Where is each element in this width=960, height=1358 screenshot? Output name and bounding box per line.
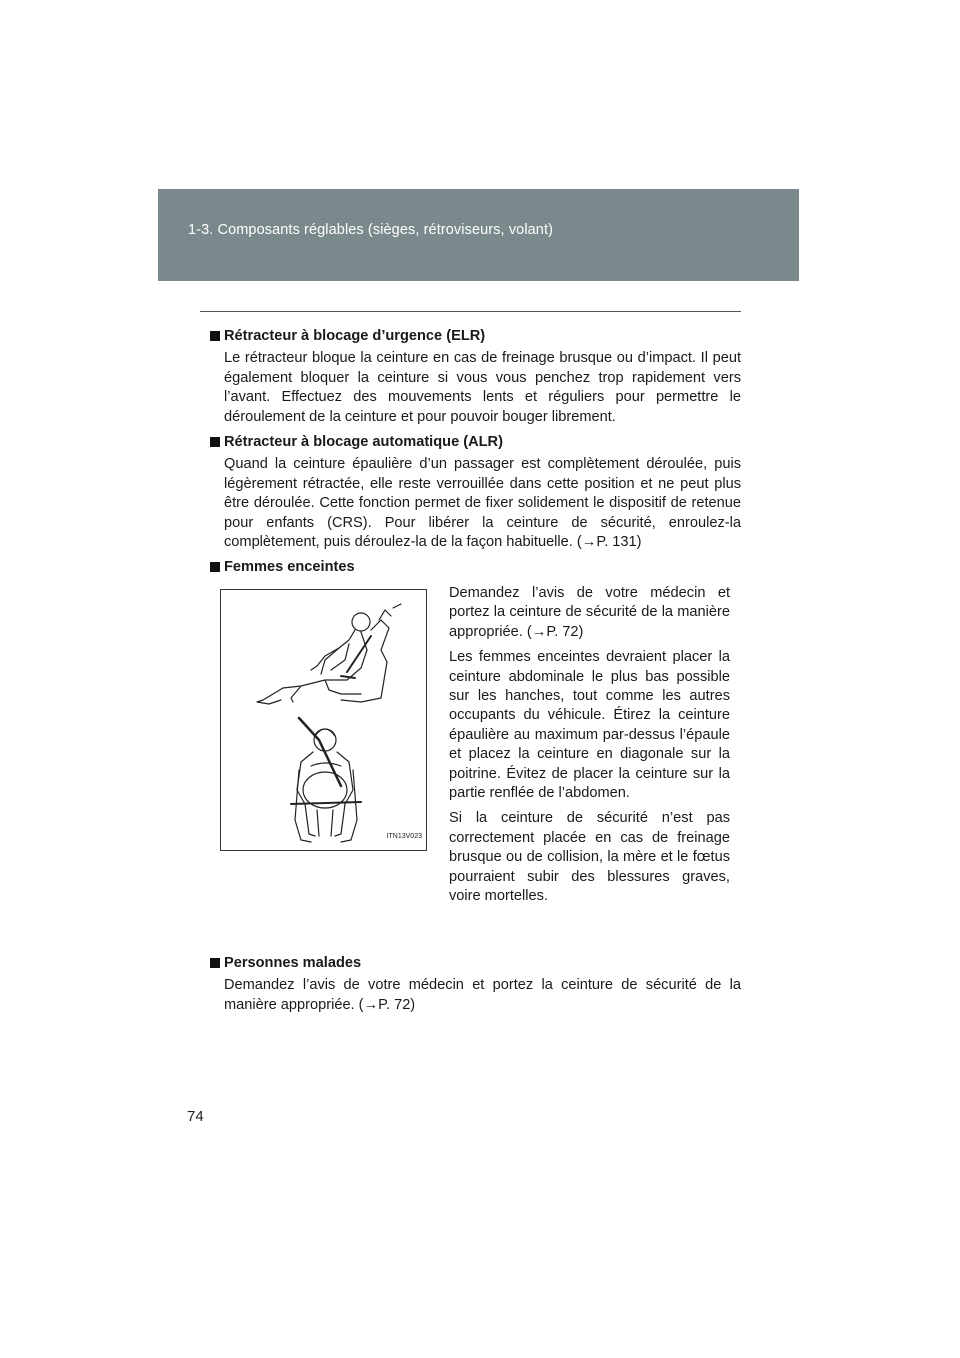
section-title: 1-3. Composants réglables (sièges, rétroviseurs, volant): [188, 222, 554, 238]
seatbelt-illustration-icon: [221, 590, 426, 850]
section-header-band: [158, 189, 799, 281]
square-bullet-icon: [210, 331, 220, 341]
section-heading-elr: Rétracteur à blocage d’urgence (ELR): [210, 327, 741, 346]
pregnant-section-columns: [210, 584, 741, 954]
header-divider: [200, 311, 741, 312]
figure-code: ITN13V023: [386, 833, 422, 841]
pregnant-seatbelt-illustration: [220, 589, 427, 851]
pregnant-paragraph-2: Les femmes enceintes devraient placer la ceinture abdominale le plus bas possible sur les hanches, tout comme les autres occupants du véhicule. Étirez la ceinture épaulière au maximum par-dessus l’épaule et placez la ceinture en diagonale sur la poitrine. Évitez de placer la ceinture sur la partie renflée de l’abdomen.: [449, 649, 730, 801]
section-body-alr: Quand la ceinture épaulière d’un passager est complètement déroulée, puis légèrement rétractée, elle reste verrouillée dans cette position et ne peut plus être déroulée. Cette fonction permet de fixer solidement le dispositif de retenue pour enfants (CRS). Pour libérer la ceinture de sécurité, enroulez-la complètement, puis déroulez-la de la façon habituelle. (→P. 131): [224, 456, 741, 551]
square-bullet-icon: [210, 437, 220, 447]
pregnant-paragraph-1: Demandez l’avis de votre médecin et portez la ceinture de sécurité de la manière appropriée. (→P. 72): [449, 584, 730, 640]
page-number: 74: [187, 1108, 204, 1125]
section-heading-sick: Personnes malades: [210, 954, 741, 973]
pregnant-paragraph-3: Si la ceinture de sécurité n’est pas correctement placée en cas de freinage brusque ou de collision, la mère et le fœtus pourraient subir des blessures graves, voire mortelles.: [449, 810, 730, 904]
section-heading-pregnant: Femmes enceintes: [210, 558, 741, 577]
section-heading-alr: Rétracteur à blocage automatique (ALR): [210, 433, 741, 452]
page-content: [210, 327, 741, 1021]
pregnant-section-text: [449, 584, 730, 913]
square-bullet-icon: [210, 958, 220, 968]
section-body-sick: Demandez l’avis de votre médecin et portez la ceinture de sécurité de la manière appropriée. (→P. 72): [224, 977, 741, 1013]
square-bullet-icon: [210, 562, 220, 572]
section-body-elr: Le rétracteur bloque la ceinture en cas de freinage brusque ou d’impact. Il peut également bloquer la ceinture si vous vous penchez trop rapidement vers l’avant. Effectuez des mouvements lents et réguliers pour permettre le déroulement de la ceinture et pour pouvoir bouger librement.: [224, 350, 741, 425]
